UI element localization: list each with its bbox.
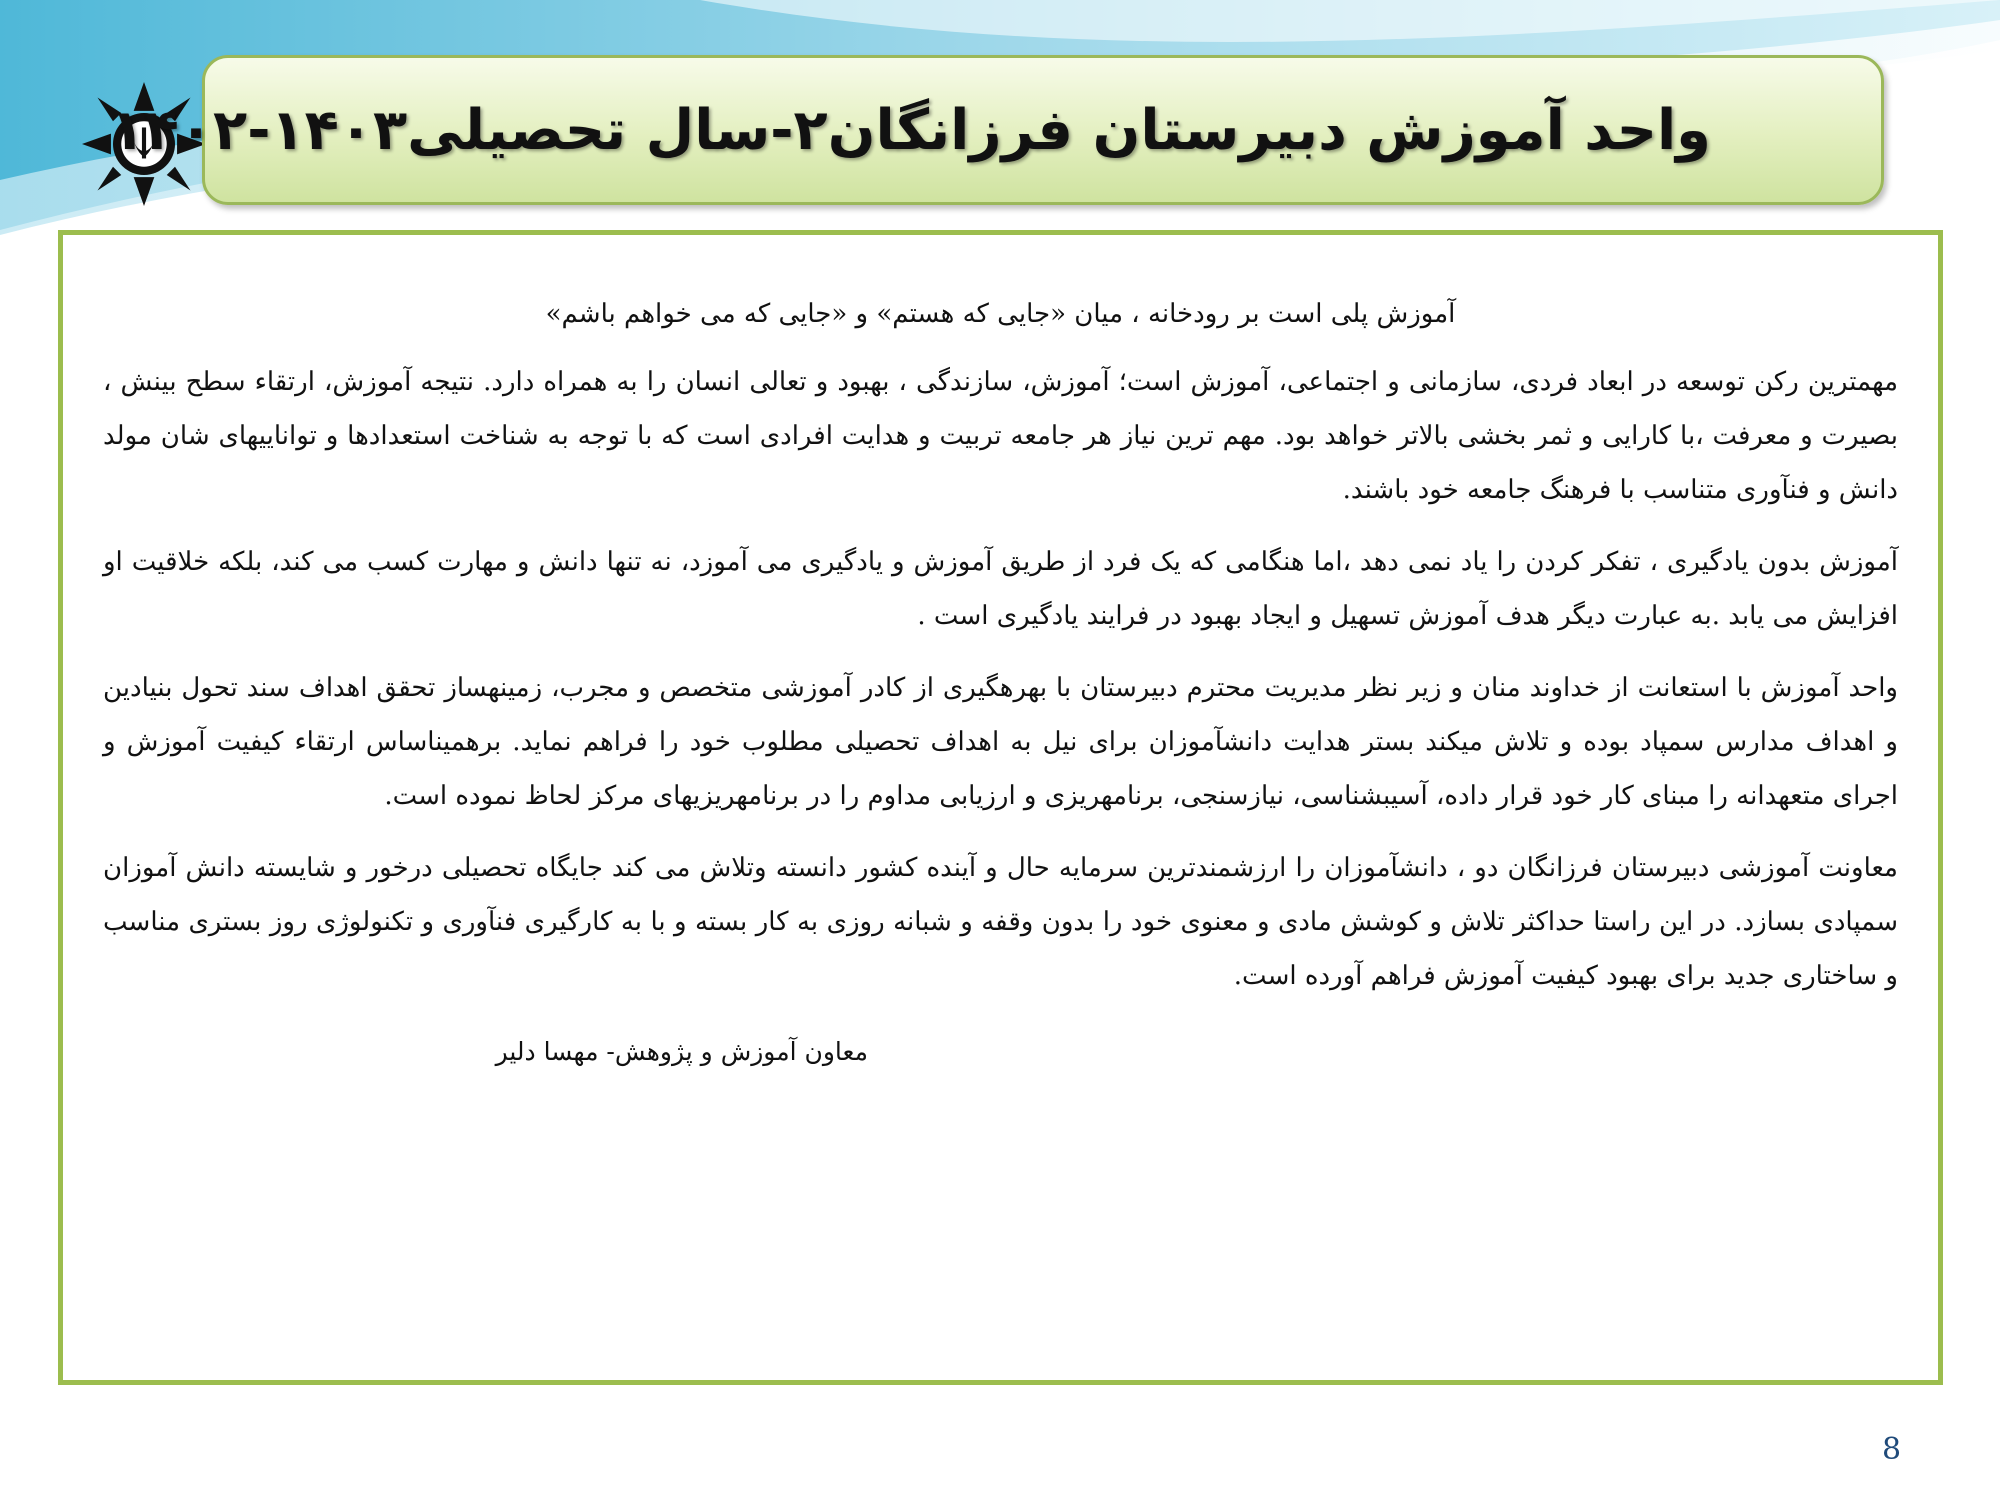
- quote-text: آموزش پلی است بر رودخانه ، میان «جایی که هستم» و «جایی که می خواهم باشم»: [545, 299, 1456, 329]
- content-body: [103, 287, 1898, 1079]
- title-banner: [110, 55, 1884, 205]
- paragraph-1: مهمترین رکن توسعه در ابعاد فردی، سازمانی و اجتماعی، آموزش است؛ آموزش، سازندگی ، بهبود و تعالی انسان را به همراه دارد. نتیجه آموزش، ارتقاء سطح بینش ، بصیرت و معرفت ،با کارایی و ثمر بخشی بالاتر خواهد بود. مهم ترین نیاز هر جامعه تربیت و هدایت افرادی است که با توجه به شناخت استعدادها و تواناییهای شان مولد دانش و فنآوری متناسب با فرهنگ جامعه خود باشند.: [103, 367, 1898, 505]
- paragraph-3: واحد آموزش با استعانت از خداوند منان و زیر نظر مدیریت محترم دبیرستان با بهرهگیری از کادر آموزشی متخصص و مجرب، زمینهساز تحقق اهداف سند تحول بنیادین و اهداف مدارس سمپاد بوده و تلاش میکند بستر هدایت دانشآموزان برای نیل به اهداف تحصیلی مطلوب خود را فراهم نماید. برهمیناساس ارتقاء کیفیت آموزش و اجرای متعهدانه را مبنای کار خود قرار داده، آسیبشناسی، نیازسنجی، برنامهریزی و ارزیابی مداوم را در برنامهریزیهای مرکز لحاظ نموده است.: [103, 673, 1898, 811]
- paragraph-4: معاونت آموزشی دبیرستان فرزانگان دو ، دانشآموزان را ارزشمندترین سرمایه حال و آینده کشور دانسته وتلاش می کند جایگاه تحصیلی درخور و شایسته دانش آموزان سمپادی بسازد. در این راستا حداکثر تلاش و کوشش مادی و معنوی خود را بدون وقفه و شبانه روزی به کار بسته و با به کارگیری فنآوری و تکنولوژی روز بستری مناسب و ساختاری جدید برای بهبود کیفیت آموزش فراهم آورده است.: [103, 853, 1898, 991]
- page-title: واحد آموزش دبیرستان فرزانگان۲-سال تحصیلی۱۴۰۳-۱۴۰۲: [110, 97, 1711, 163]
- signature: معاون آموزش و پژوهش- مهسا دلیر: [495, 1037, 868, 1066]
- paragraph-2: آموزش بدون یادگیری ، تفکر کردن را یاد نمی دهد ،اما هنگامی که یک فرد از طریق آموزش و یادگیری می آموزد، نه تنها دانش و مهارت کسب می کند، بلکه خلاقیت او افزایش می یابد .به عبارت دیگر هدف آموزش تسهیل و ایجاد بهبود در فرایند یادگیری است .: [103, 547, 1898, 631]
- page-number: 8: [1882, 1432, 1902, 1467]
- content-frame: [58, 230, 1943, 1385]
